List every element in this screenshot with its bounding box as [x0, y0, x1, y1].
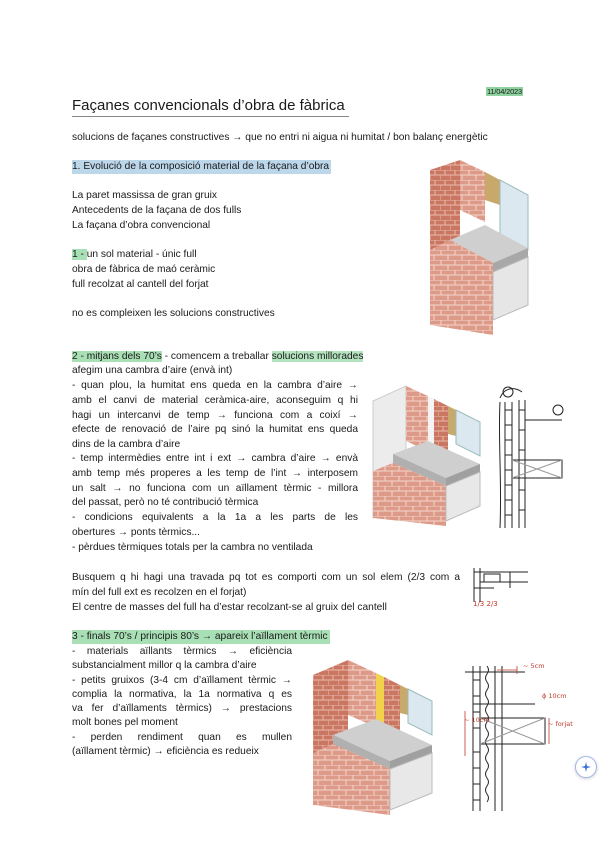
section2-line: amb el canvi de material ceràmica-aire, aconseguim q hi [72, 395, 358, 406]
sketch3-label-b: ~ 5cm [523, 662, 545, 670]
assist-button[interactable] [575, 756, 597, 778]
section3-line: - materials aïllants tèrmics → eficiència [72, 646, 292, 657]
section3-heading: 3 - finals 70’s / principis 80’s → apareix l’aïllament tèrmic [72, 631, 328, 642]
section-sketch-3 [445, 656, 555, 811]
section3-line: - petits gruixos (3-4 cm d’aïllament tèrmic → [72, 675, 292, 686]
section3-line: molt bones pel moment [72, 717, 178, 728]
section1-heading: 1. Evolució de la composició material de la façana d’obra [72, 161, 330, 172]
section1-subline: 1 - un sol material - únic full [72, 249, 197, 260]
section1-subline: full recolzat al cantell del forjat [72, 279, 209, 290]
section2-extra-line: El centre de masses del full ha d’estar recolzant-se al gruix del cantell [72, 602, 387, 613]
section2-extra-line: Busquem q hi hagi una travada pq tot es comporti com un sol elem (2/3 com a [72, 572, 460, 583]
section2-line: amb temp més properes a les temp de l’int → interposem [72, 468, 358, 479]
section3-line: (aïllament tèrmic) → eficiència es redueix [72, 746, 259, 757]
sketch3-label-d: ϕ 10cm [542, 692, 567, 700]
section2-line: - quan plou, la humitat ens queda en la cambra d’aire → [72, 380, 358, 391]
sketch3-label-a: ~ 10cm [464, 716, 490, 724]
section1-line: La façana d’obra convencional [72, 220, 211, 231]
section3-line: va fer d’aïllaments tèrmics) → prestacions [72, 703, 292, 714]
section3-line: - perden rendiment quan es mullen [72, 732, 292, 743]
section1-note: no es compleixen les solucions constructives [72, 308, 275, 319]
date-badge: 11/04/2023 [487, 87, 522, 96]
intro-text: solucions de façanes constructives → que no entri ni aigua ni humitat / bon balanç energètic [72, 132, 488, 143]
section2-line: - pèrdues tèrmiques totals per la cambra no ventilada [72, 542, 313, 553]
page-title: Façanes convencionals d’obra de fàbrica [72, 96, 349, 117]
section2-line: un salt → no funciona com un aïllament tèrmic - millora [72, 483, 358, 494]
sparkle-icon [580, 761, 592, 773]
section2-tag: 2 - mitjans dels 70’s [72, 351, 162, 362]
section2-line: afegim una cambra d’aire (envà int) [72, 365, 233, 376]
section2-line: - temp intermèdies entre int i ext → cambra d’aire → envà [72, 453, 358, 464]
section1-subline: obra de fàbrica de maó ceràmic [72, 264, 216, 275]
section-sketch-2 [492, 380, 570, 530]
section2-line: - condicions equivalents a la 1a a les parts de les [72, 512, 358, 523]
section3-line: complia la normativa, la 1a normativa q es [72, 689, 292, 700]
sketch3-label-c: ~ forjat [548, 720, 573, 728]
section2-line: dins de la cambra d’aire [72, 439, 181, 450]
section2-heading: 2 - mitjans dels 70’s - comencem a treballar solucions millorades [72, 351, 364, 362]
section2-line: hagi un intercanvi de temp → funciona com a coixí → [72, 410, 358, 421]
section3-line: substancialment millor q la cambra d’aire [72, 660, 257, 671]
section2-line: obertures → ponts tèrmics... [72, 527, 200, 538]
bearing-sketch-label: 1/3 2/3 [473, 600, 498, 608]
section2-line: del passat, però no té contribució tèrmica [72, 497, 259, 508]
brick-wall-illustration-3 [308, 655, 438, 815]
brick-wall-illustration-1 [410, 160, 535, 335]
section2-extra-line: mín del full ext es recolzen en el forjat) [72, 587, 247, 598]
section1-line: La paret massissa de gran gruix [72, 190, 217, 201]
section1-line: Antecedents de la façana de dos fulls [72, 205, 242, 216]
section1-tag: 1 - [72, 249, 87, 260]
section2-line: efecte de renovació de l’aire pq sinó la humitat ens queda [72, 424, 358, 435]
brick-wall-illustration-2 [368, 376, 486, 526]
section2-highlight: solucions millorades [271, 351, 364, 362]
